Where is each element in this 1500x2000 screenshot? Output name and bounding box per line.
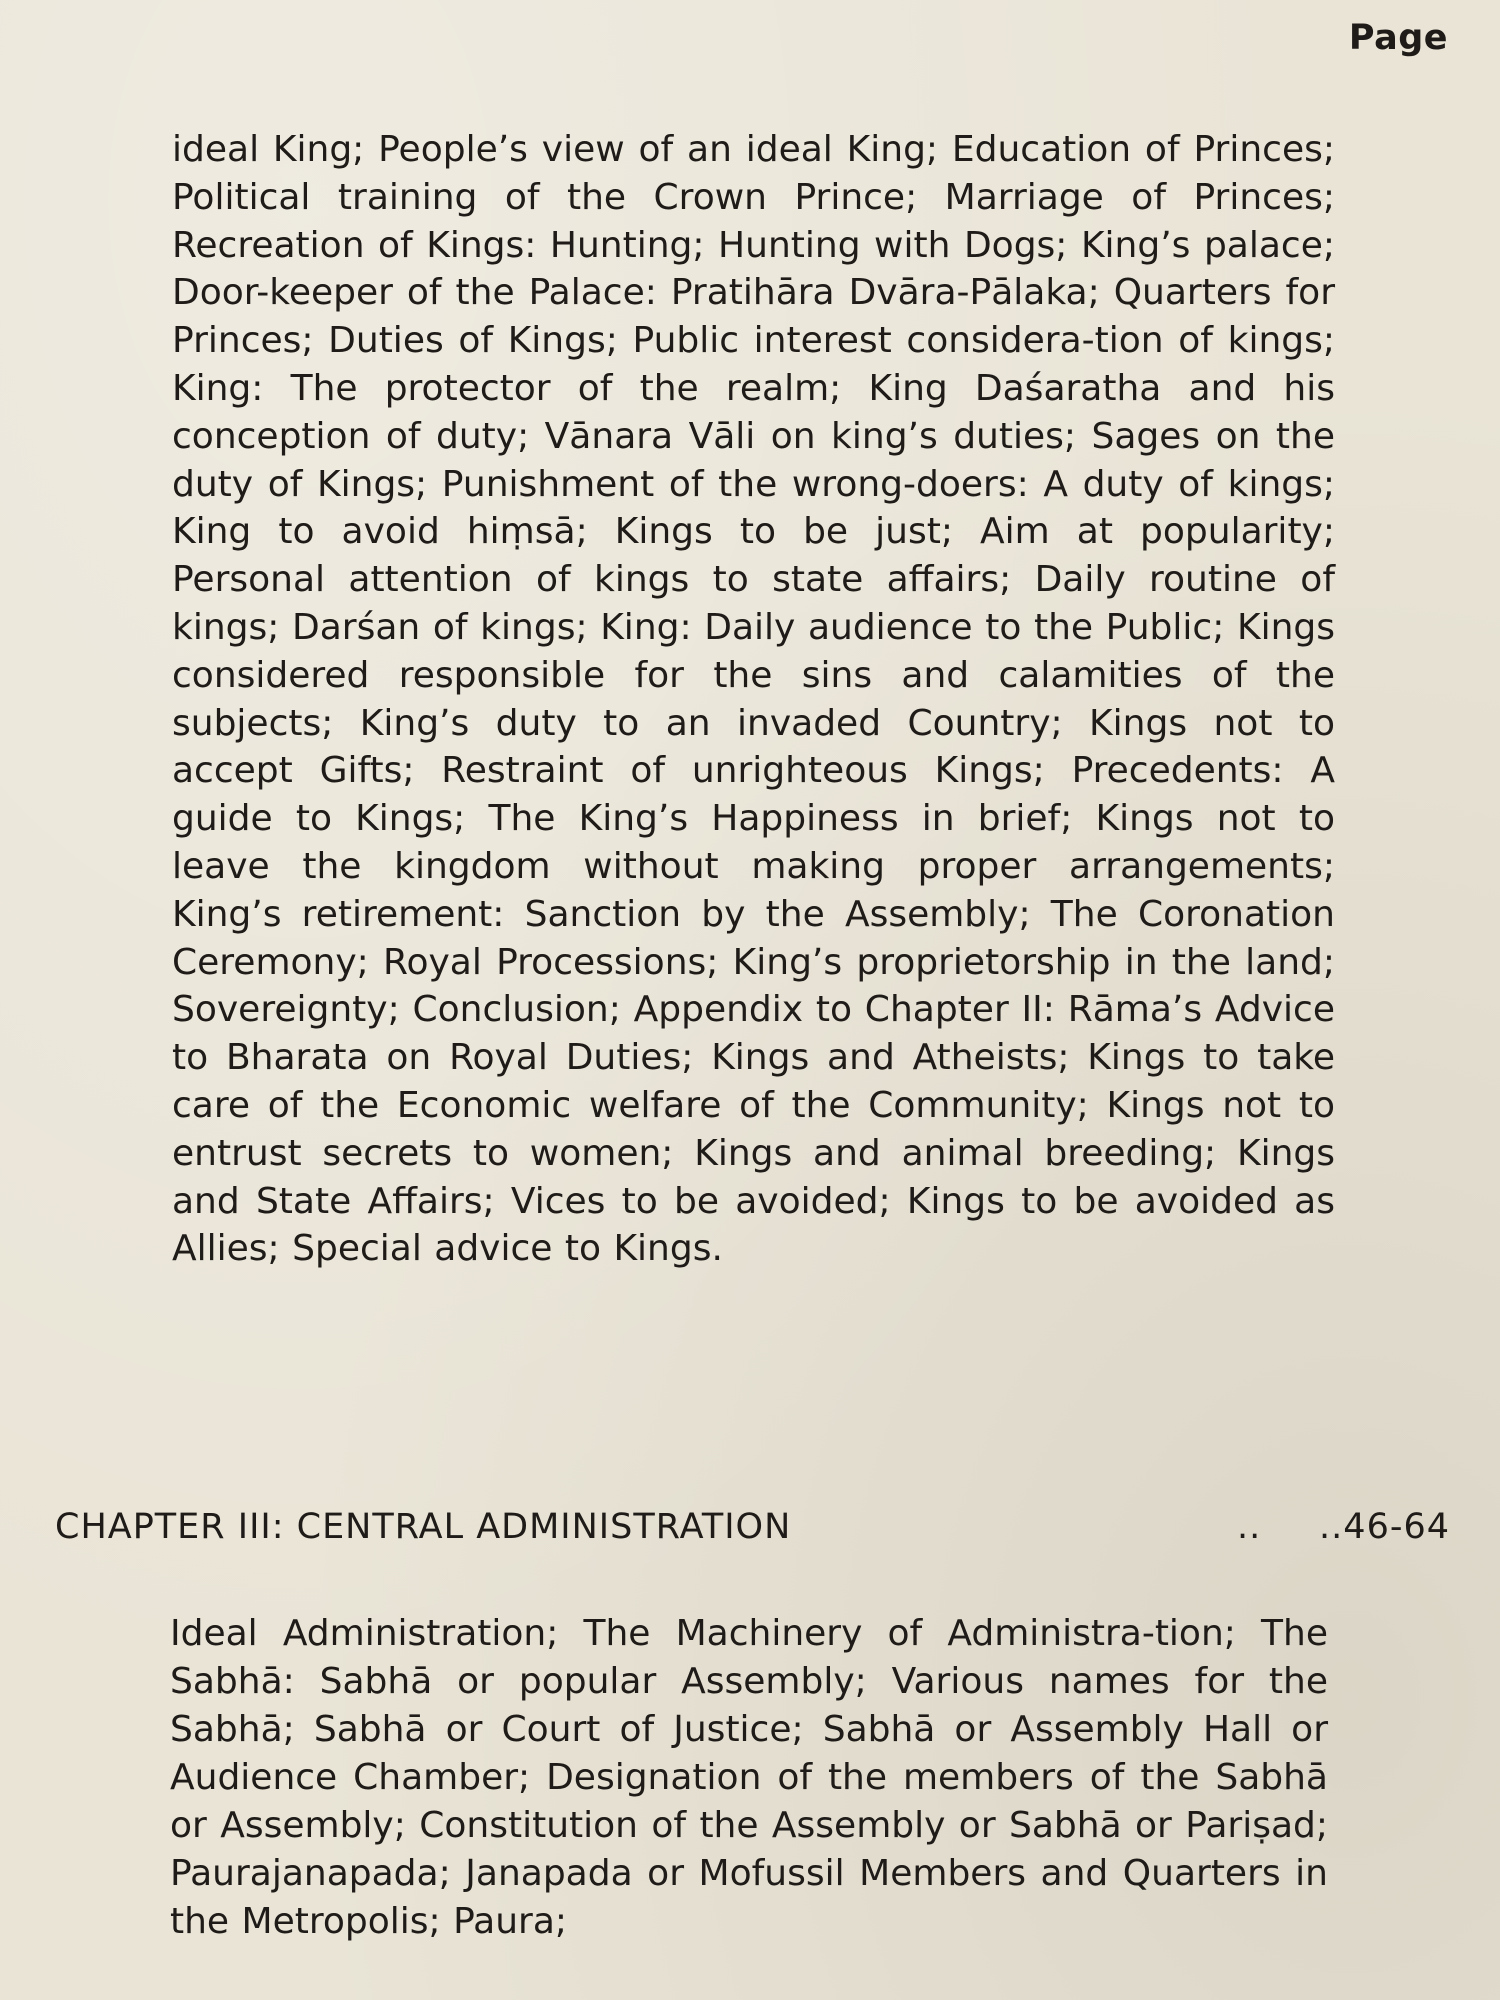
page-column-label: Page	[1348, 18, 1448, 58]
chapter-iii-title: CHAPTER III: CENTRAL ADMINISTRATION	[55, 1507, 792, 1547]
chapter-iii-page-range: ..46-64	[1319, 1507, 1450, 1547]
chapter-iii-contents: Ideal Administration; The Machinery of Administra-tion; The Sabhā: Sabhā or popular Assembly; Various names for the Sabhā; Sabhā or Court of Justice; Sabhā or Assembly Hall or Audience Chamber; Designation of the members of the Sabhā or Assembly; Constitution of the Assembly or Sabhā or Pariṣad; Paurajanapada; Janapada or Mofussil Members and Quarters in the Metropolis; Paura;	[170, 1613, 1328, 1942]
leader-dots: ..	[1237, 1507, 1262, 1547]
chapter-iii-heading	[55, 1502, 1450, 1552]
chapter-ii-contents: ideal King; People’s view of an ideal King; Education of Princes; Political training of the Crown Prince; Marriage of Princes; Recreation of Kings: Hunting; Hunting with Dogs; King’s palace; Door-keeper of the Palace: Pratihāra Dvāra-Pālaka; Quarters for Princes; Duties of Kings; Public interest considera-tion of kings; King: The protector of the realm; King Daśaratha and his conception of duty; Vānara Vāli on king’s duties; Sages on the duty of Kings; Punishment of the wrong-doers: A duty of kings; King to avoid hiṃsā; Kings to be just; Aim at popularity; Personal attention of kings to state affairs; Daily routine of kings; Darśan of kings; King: Daily audience to the Public; Kings considered responsible for the sins and calamities of the subjects; King’s duty to an invaded Country; Kings not to accept Gifts; Restraint of unrighteous Kings; Precedents: A guide to Kings; The King’s Happiness in brief; Kings not to leave the kingdom without making proper arrangements; King’s retirement: Sanction by the Assembly; The Coronation Ceremony; Royal Processions; King’s proprietorship in the land; Sovereignty; Conclusion; Appendix to Chapter II: Rāma’s Advice to Bharata on Royal Duties; Kings and Atheists; Kings to take care of the Economic welfare of the Community; Kings not to entrust secrets to women; Kings and animal breeding; Kings and State Affairs; Vices to be avoided; Kings to be avoided as Allies; Special advice to Kings.	[172, 129, 1335, 1270]
